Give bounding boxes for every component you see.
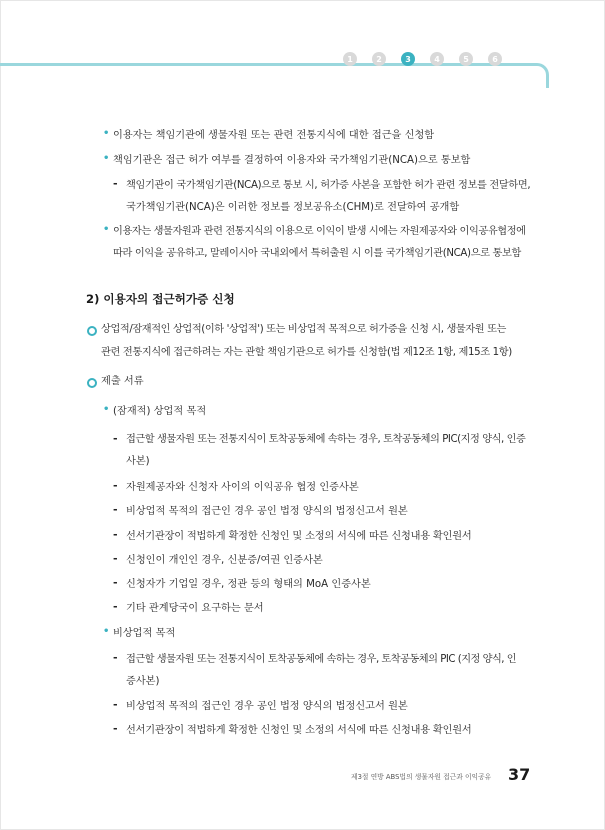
step-dot-3-active: 3: [401, 52, 415, 66]
dash-icon: -: [113, 177, 118, 190]
intro-dash-1-line-2: 국가책임기관(NCA)은 이러한 정보를 정보공유소(CHM)로 전달하여 공개함: [126, 202, 460, 213]
section-para-1-line-1: 상업적/잠재적인 상업적(이하 '상업적') 또는 비상업적 목적으로 허가증을 신청 시, 생물자원 또는: [101, 324, 506, 335]
step-dot-5: 5: [459, 52, 473, 66]
noncommercial-item-1-line-1: 접근할 생물자원 또는 전통지식이 토착공동체에 속하는 경우, 토착공동체의 PIC (지정 양식, 인: [126, 654, 517, 665]
ring-bullet-icon: [87, 326, 97, 336]
commercial-item-1-line-1: 접근할 생물자원 또는 전통지식이 토착공동체에 속하는 경우, 토착공동체의 PIC(지정 양식, 인증: [126, 434, 526, 445]
noncommercial-item-2: 비상업적 목적의 접근인 경우 공인 법정 양식의 법정신고서 원본: [126, 701, 408, 712]
dash-icon: -: [113, 552, 118, 565]
intro-bullet-3-line-2: 따라 이익을 공유하고, 말레이시아 국내외에서 특허출원 시 이를 국가책임기관(NCA)으로 통보함: [113, 248, 521, 259]
intro-bullet-2: 책임기관은 접근 허가 여부를 결정하여 이용자와 국가책임기관(NCA)으로 통보함: [113, 155, 471, 166]
header-rule-curve: [520, 63, 549, 88]
page-number: 37: [508, 765, 531, 784]
dash-icon: -: [113, 698, 118, 711]
intro-bullet-3-line-1: 이용자는 생물자원과 관련 전통지식의 이용으로 이익이 발생 시에는 자원제공자와 이익공유협정에: [113, 226, 526, 237]
dash-icon: -: [113, 503, 118, 516]
commercial-item-6: 신청자가 기업일 경우, 정관 등의 형태의 MoA 인증사본: [126, 579, 371, 590]
commercial-item-3: 비상업적 목적의 접근인 경우 공인 법정 양식의 법정신고서 원본: [126, 506, 408, 517]
commercial-item-7: 기타 관계당국이 요구하는 문서: [126, 603, 264, 614]
noncommercial-item-1-line-2: 증사본): [126, 676, 160, 687]
step-dot-6: 6: [488, 52, 502, 66]
dash-icon: -: [113, 528, 118, 541]
commercial-label: (잠재적) 상업적 목적: [113, 406, 207, 417]
dash-icon: -: [113, 432, 118, 445]
commercial-item-5: 신청인이 개인인 경우, 신분증/여권 인증사본: [126, 555, 323, 566]
dash-icon: -: [113, 651, 118, 664]
commercial-item-1-line-2: 사본): [126, 456, 150, 467]
bullet-dot-icon: •: [103, 224, 110, 235]
dash-icon: -: [113, 722, 118, 735]
commercial-item-2: 자원제공자와 신청자 사이의 이익공유 협정 인증사본: [126, 482, 359, 493]
step-dot-4: 4: [430, 52, 444, 66]
section-para-1-line-2: 관련 전통지식에 접근하려는 자는 관할 책임기관으로 허가를 신청함(법 제12조 1항, 제15조 1항): [101, 347, 512, 358]
noncommercial-item-3: 선서기관장이 적법하게 확정한 신청인 및 소정의 서식에 따른 신청내용 확인원서: [126, 725, 472, 736]
noncommercial-label: 비상업적 목적: [113, 628, 176, 639]
ring-bullet-icon: [87, 378, 97, 388]
chapter-step-indicator: [343, 52, 502, 66]
dash-icon: -: [113, 479, 118, 492]
bullet-dot-icon: •: [103, 128, 110, 139]
bullet-dot-icon: •: [103, 626, 110, 637]
section-title: 2) 이용자의 접근허가증 신청: [86, 292, 235, 306]
footer-chapter-title: 제3절 연방 ABS법의 생물자원 접근과 이익공유: [351, 773, 492, 781]
submission-docs-heading: 제출 서류: [101, 376, 144, 387]
step-dot-1: 1: [343, 52, 357, 66]
step-dot-2: 2: [372, 52, 386, 66]
intro-bullet-1: 이용자는 책임기관에 생물자원 또는 관련 전통지식에 대한 접근을 신청함: [113, 130, 435, 141]
bullet-dot-icon: •: [103, 153, 110, 164]
dash-icon: -: [113, 600, 118, 613]
bullet-dot-icon: •: [103, 404, 110, 415]
commercial-item-4: 선서기관장이 적법하게 확정한 신청인 및 소정의 서식에 따른 신청내용 확인원서: [126, 531, 472, 542]
dash-icon: -: [113, 576, 118, 589]
intro-dash-1-line-1: 책임기관이 국가책임기관(NCA)으로 통보 시, 허가증 사본을 포함한 허가 관련 정보를 전달하면,: [126, 180, 531, 191]
